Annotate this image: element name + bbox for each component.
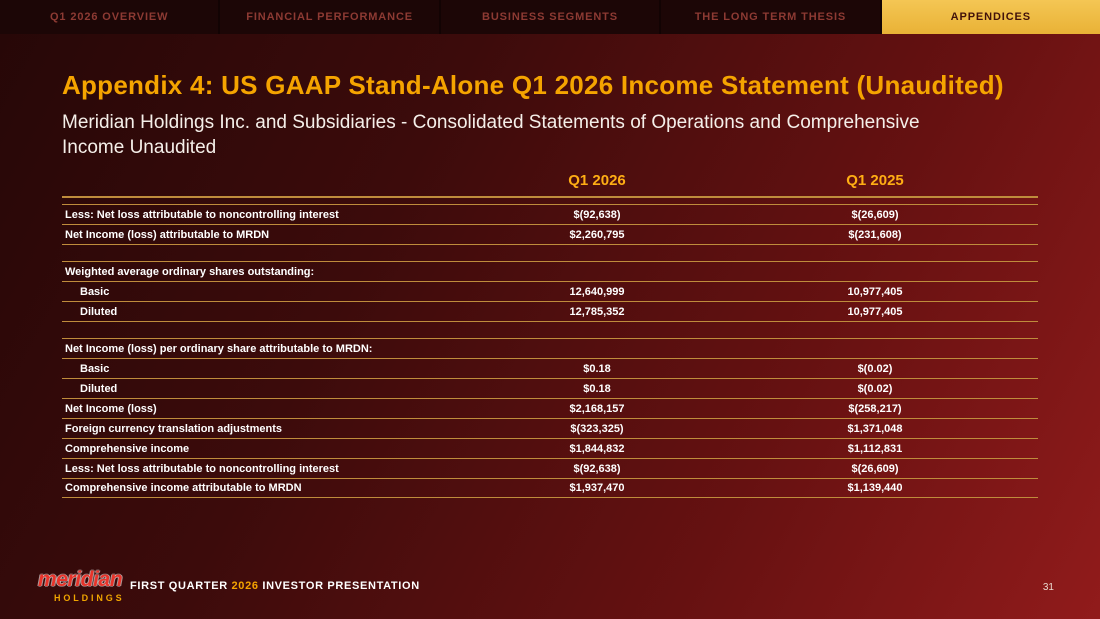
row-value: $(0.02) xyxy=(857,362,893,375)
table-row xyxy=(62,418,1038,438)
table-section-row xyxy=(62,261,1038,281)
income-statement-table xyxy=(62,172,1038,498)
top-nav xyxy=(0,0,1100,34)
slide-footer xyxy=(0,559,1100,619)
row-label: Basic xyxy=(80,285,110,298)
table-row xyxy=(62,281,1038,301)
meridian-logo xyxy=(38,568,125,603)
header-spacer xyxy=(62,172,482,189)
page-subtitle: Meridian Holdings Inc. and Subsidiaries - Consolidated Statements of Operations and Comprehensive Income Unaudited xyxy=(62,112,920,159)
row-label: Diluted xyxy=(80,382,118,395)
row-value: $1,371,048 xyxy=(847,422,903,435)
row-value: $(323,325) xyxy=(570,422,624,435)
row-value: $(26,609) xyxy=(851,208,899,221)
logo-wordmark: meridian xyxy=(38,568,123,591)
table-spacer-row xyxy=(62,244,1038,261)
row-value: 10,977,405 xyxy=(847,285,903,298)
logo-holdings-label: HOLDINGS xyxy=(54,593,125,603)
row-value: $(92,638) xyxy=(573,208,621,221)
table-row xyxy=(62,301,1038,321)
row-label: Foreign currency translation adjustments xyxy=(65,422,282,435)
column-header-q1-2026: Q1 2026 xyxy=(568,172,626,190)
caption-year: 2026 xyxy=(231,580,259,592)
table-row xyxy=(62,204,1038,224)
tab-the-long-term-thesis[interactable]: THE LONG TERM THESIS xyxy=(661,0,881,34)
row-value: $(258,217) xyxy=(848,402,902,415)
row-value: $(231,608) xyxy=(848,228,902,241)
income-table-body xyxy=(62,204,1038,498)
table-row xyxy=(62,378,1038,398)
row-value: 12,640,999 xyxy=(569,285,625,298)
row-label: Less: Net loss attributable to noncontrolling interest xyxy=(65,208,339,221)
table-section-row xyxy=(62,338,1038,358)
table-row xyxy=(62,438,1038,458)
slide-content xyxy=(0,70,1100,498)
row-label: Net Income (loss) attributable to MRDN xyxy=(65,228,270,241)
tab-financial-performance[interactable]: FINANCIAL PERFORMANCE xyxy=(220,0,440,34)
row-label: Net Income (loss) per ordinary share attributable to MRDN: xyxy=(65,342,373,355)
row-value: $(0.02) xyxy=(857,382,893,395)
caption-suffix: INVESTOR PRESENTATION xyxy=(258,580,420,592)
row-label: Less: Net loss attributable to noncontrolling interest xyxy=(65,462,339,475)
table-row xyxy=(62,478,1038,498)
row-value: $(26,609) xyxy=(851,462,899,475)
tab-business-segments[interactable]: BUSINESS SEGMENTS xyxy=(441,0,661,34)
row-label: Diluted xyxy=(80,305,118,318)
row-label: Net Income (loss) xyxy=(65,402,157,415)
row-value: $2,260,795 xyxy=(569,228,625,241)
table-header-row xyxy=(62,172,1038,198)
row-value: $1,937,470 xyxy=(569,482,625,495)
column-header-q1-2025: Q1 2025 xyxy=(846,172,904,190)
row-label: Comprehensive income attributable to MRDN xyxy=(65,482,302,495)
row-value: 12,785,352 xyxy=(569,305,625,318)
table-row xyxy=(62,224,1038,244)
caption-prefix: FIRST QUARTER xyxy=(130,580,232,592)
table-row xyxy=(62,358,1038,378)
page-number: 31 xyxy=(1042,582,1054,593)
row-value: $1,139,440 xyxy=(847,482,903,495)
page-title: Appendix 4: US GAAP Stand-Alone Q1 2026 Income Statement (Unaudited) xyxy=(62,70,1004,100)
table-row xyxy=(62,398,1038,418)
tab-appendices[interactable]: APPENDICES xyxy=(882,0,1100,34)
row-value: $1,844,832 xyxy=(569,442,625,455)
row-value: $1,112,831 xyxy=(847,442,903,455)
row-value: $0.18 xyxy=(583,362,611,375)
row-value: $2,168,157 xyxy=(569,402,625,415)
row-label: Comprehensive income xyxy=(65,442,190,455)
row-label: Weighted average ordinary shares outstanding: xyxy=(65,265,315,278)
tab-q1-2026-overview[interactable]: Q1 2026 OVERVIEW xyxy=(0,0,220,34)
footer-caption xyxy=(130,580,420,592)
row-label: Basic xyxy=(80,362,110,375)
row-value: 10,977,405 xyxy=(847,305,903,318)
row-value: $0.18 xyxy=(583,382,611,395)
table-spacer-row xyxy=(62,321,1038,338)
table-row xyxy=(62,458,1038,478)
row-value: $(92,638) xyxy=(573,462,621,475)
